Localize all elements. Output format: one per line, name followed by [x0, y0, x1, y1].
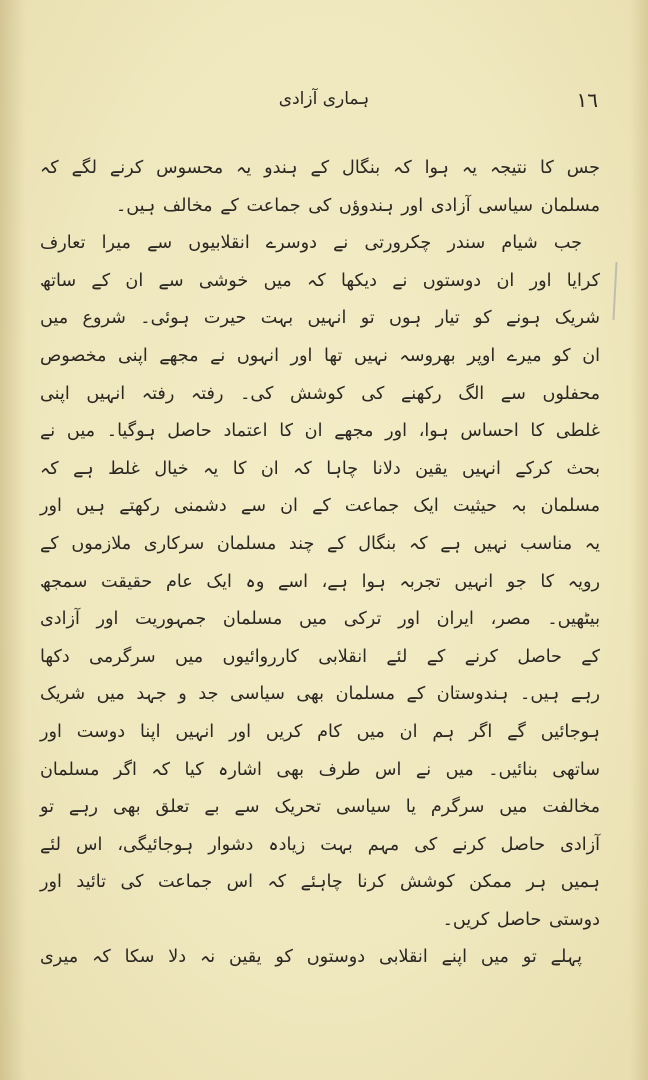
running-head: ہماری آزادی — [278, 89, 370, 109]
text-line: بیٹھیں۔ مصر، ایران اور ترکی میں مسلمان جمہوریت اور آزادی — [40, 609, 600, 630]
text-line: کرایا اور ان دوستوں نے دیکھا کہ میں خوشی سے ان کے ساتھ — [40, 270, 600, 291]
text-line: یہ مناسب نہیں ہے کہ بنگال کے چند مسلمان سرکاری ملازموں کے — [40, 533, 600, 554]
text-line: رہے ہیں۔ ہندوستان کے مسلمان بھی سیاسی جد و جہد میں شریک — [40, 684, 600, 705]
text-line: محفلوں سے الگ رکھنے کی کوشش کی۔ رفتہ رفتہ انہیں اپنی — [40, 383, 600, 404]
text-line: پہلے تو میں اپنے انقلابی دوستوں کو یقین نہ دلا سکا کہ میری — [40, 947, 582, 968]
text-line: جب شیام سندر چکرورتی نے دوسرے انقلابیوں سے میرا تعارف — [40, 233, 582, 254]
text-line: مسلمان بہ حیثیت ایک جماعت کے ان سے دشمنی رکھتے ہیں اور — [40, 496, 600, 517]
pencil-margin-mark — [612, 262, 617, 320]
body-text — [40, 150, 600, 977]
text-line: بحث کرکے انہیں یقین دلانا چاہا کہ ان کا یہ خیال غلط ہے کہ — [40, 458, 600, 479]
text-line: مسلمان سیاسی آزادی اور ہندوؤں کی جماعت کے مخالف ہیں۔ — [115, 195, 600, 216]
page-left-shadow — [0, 0, 26, 1080]
text-line: شریک ہونے کو تیار ہوں تو انہیں بہت حیرت ہوئی۔ شروع میں — [40, 308, 600, 329]
text-line: ان کو میرے اوپر بھروسہ نہیں تھا اور انہوں نے مجھے اپنی مخصوص — [40, 345, 600, 366]
page-right-shadow — [630, 0, 648, 1080]
text-line: مخالفت میں سرگرم یا سیاسی تحریک سے بے تعلق بھی رہے تو — [40, 797, 600, 818]
text-line: ہمیں ہر ممکن کوشش کرنا چاہئے کہ اس جماعت کی تائید اور — [40, 872, 600, 893]
text-line: غلطی کا احساس ہوا، اور مجھے ان کا اعتماد حاصل ہوگیا۔ میں نے — [40, 421, 600, 442]
text-line: رویہ کا جو انہیں تجربہ ہوا ہے، اسے وہ ایک عام حقیقت سمجھ — [40, 571, 600, 592]
text-line: ہوجائیں گے اگر ہم ان میں کام کریں اور انہیں اپنا دوست اور — [40, 721, 600, 742]
text-line: ساتھی بنائیں۔ میں نے اس طرف بھی اشارہ کیا کہ اگر مسلمان — [40, 759, 600, 780]
text-line: آزادی حاصل کرنے کی مہم بہت زیادہ دشوار ہوجائیگی، اس لئے — [40, 834, 600, 855]
text-line: کے حاصل کرنے کے لئے انقلابی کارروائیوں میں سرگرمی دکھا — [40, 646, 600, 667]
page-header — [40, 88, 608, 118]
page-number: ۱٦ — [576, 88, 598, 112]
text-line: جس کا نتیجہ یہ ہوا کہ بنگال کے ہندو یہ محسوس کرنے لگے کہ — [40, 158, 600, 178]
text-line: دوستی حاصل کریں۔ — [442, 909, 600, 930]
